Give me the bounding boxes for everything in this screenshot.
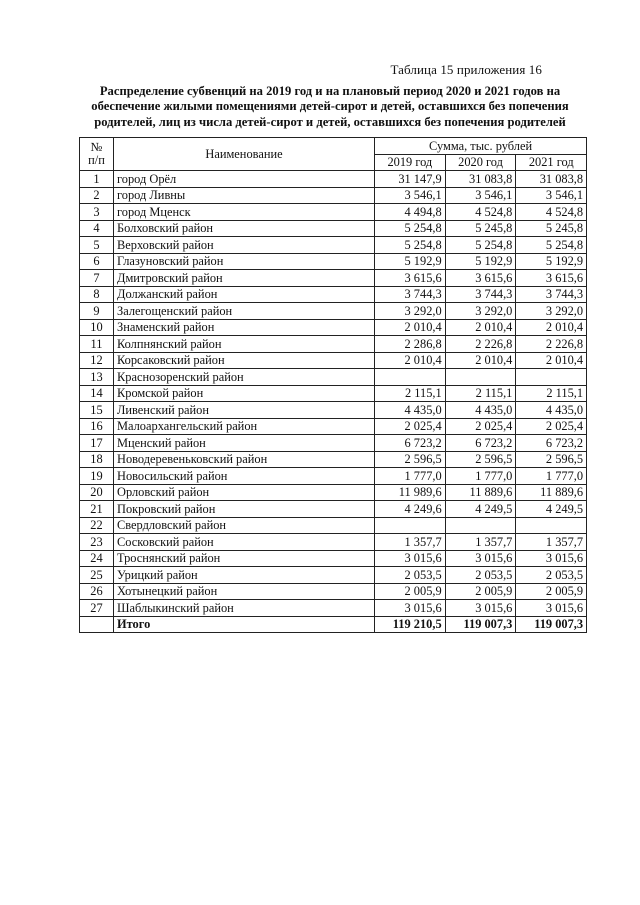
table-row bbox=[80, 237, 587, 254]
row-value-2019: 2 025,4 bbox=[375, 418, 446, 435]
row-value-2021: 3 546,1 bbox=[516, 187, 587, 204]
row-value-2020: 3 615,6 bbox=[445, 270, 516, 287]
row-value-2020: 2 596,5 bbox=[445, 451, 516, 468]
row-value-2019: 2 053,5 bbox=[375, 567, 446, 584]
row-value-2021: 3 015,6 bbox=[516, 600, 587, 617]
row-name: Ливенский район bbox=[114, 402, 375, 419]
table-row bbox=[80, 484, 587, 501]
table-row bbox=[80, 352, 587, 369]
row-value-2019: 2 596,5 bbox=[375, 451, 446, 468]
row-value-2020: 3 292,0 bbox=[445, 303, 516, 320]
total-number-cell bbox=[80, 616, 114, 633]
table-body bbox=[80, 171, 587, 633]
row-value-2020: 2 010,4 bbox=[445, 352, 516, 369]
row-value-2019: 5 192,9 bbox=[375, 253, 446, 270]
row-number: 25 bbox=[80, 567, 114, 584]
row-value-2020: 2 226,8 bbox=[445, 336, 516, 353]
row-number: 1 bbox=[80, 171, 114, 188]
row-value-2020: 2 053,5 bbox=[445, 567, 516, 584]
row-number: 3 bbox=[80, 204, 114, 221]
row-value-2020: 5 254,8 bbox=[445, 237, 516, 254]
table-row bbox=[80, 501, 587, 518]
table-row bbox=[80, 567, 587, 584]
header-year-2019: 2019 год bbox=[375, 154, 446, 171]
row-name: Колпнянский район bbox=[114, 336, 375, 353]
row-value-2020 bbox=[445, 369, 516, 386]
total-value-2020: 119 007,3 bbox=[445, 616, 516, 633]
table-row bbox=[80, 336, 587, 353]
row-number: 23 bbox=[80, 534, 114, 551]
header-number-symbol: № bbox=[90, 140, 103, 154]
header-name: Наименование bbox=[114, 138, 375, 171]
row-number: 16 bbox=[80, 418, 114, 435]
table-caption: Таблица 15 приложения 16 bbox=[390, 62, 542, 77]
row-name: Урицкий район bbox=[114, 567, 375, 584]
row-value-2019: 4 249,6 bbox=[375, 501, 446, 518]
total-value-2019: 119 210,5 bbox=[375, 616, 446, 633]
title-line: Распределение субвенций на 2019 год и на плановый период 2020 и 2021 годов на bbox=[99, 84, 561, 98]
row-value-2019: 2 005,9 bbox=[375, 583, 446, 600]
row-value-2021: 1 777,0 bbox=[516, 468, 587, 485]
row-number: 27 bbox=[80, 600, 114, 617]
row-value-2019: 3 546,1 bbox=[375, 187, 446, 204]
row-value-2020: 5 245,8 bbox=[445, 220, 516, 237]
row-name: Залегощенский район bbox=[114, 303, 375, 320]
row-value-2019 bbox=[375, 517, 446, 534]
row-number: 19 bbox=[80, 468, 114, 485]
row-value-2021: 5 245,8 bbox=[516, 220, 587, 237]
row-value-2019: 2 010,4 bbox=[375, 319, 446, 336]
table-row bbox=[80, 600, 587, 617]
row-value-2021: 3 292,0 bbox=[516, 303, 587, 320]
row-value-2020: 1 777,0 bbox=[445, 468, 516, 485]
table-row bbox=[80, 451, 587, 468]
row-value-2021: 2 053,5 bbox=[516, 567, 587, 584]
row-value-2020: 4 435,0 bbox=[445, 402, 516, 419]
row-value-2021: 2 596,5 bbox=[516, 451, 587, 468]
row-value-2020: 2 115,1 bbox=[445, 385, 516, 402]
row-value-2019: 2 286,8 bbox=[375, 336, 446, 353]
row-name: Покровский район bbox=[114, 501, 375, 518]
table-row bbox=[80, 253, 587, 270]
row-number: 24 bbox=[80, 550, 114, 567]
row-value-2021: 4 249,5 bbox=[516, 501, 587, 518]
row-value-2020: 1 357,7 bbox=[445, 534, 516, 551]
row-value-2019: 5 254,8 bbox=[375, 220, 446, 237]
table-row bbox=[80, 220, 587, 237]
row-value-2021: 11 889,6 bbox=[516, 484, 587, 501]
table-row bbox=[80, 303, 587, 320]
row-number: 20 bbox=[80, 484, 114, 501]
row-name: Шаблыкинский район bbox=[114, 600, 375, 617]
row-value-2019: 4 494,8 bbox=[375, 204, 446, 221]
row-value-2021 bbox=[516, 517, 587, 534]
row-number: 26 bbox=[80, 583, 114, 600]
row-number: 14 bbox=[80, 385, 114, 402]
row-value-2021: 5 254,8 bbox=[516, 237, 587, 254]
row-name: Болховский район bbox=[114, 220, 375, 237]
row-name: Дмитровский район bbox=[114, 270, 375, 287]
table-row bbox=[80, 204, 587, 221]
table-row bbox=[80, 171, 587, 188]
row-name: Сосковский район bbox=[114, 534, 375, 551]
row-value-2019: 3 615,6 bbox=[375, 270, 446, 287]
row-value-2021: 2 025,4 bbox=[516, 418, 587, 435]
row-number: 15 bbox=[80, 402, 114, 419]
row-number: 18 bbox=[80, 451, 114, 468]
row-number: 7 bbox=[80, 270, 114, 287]
row-value-2019: 3 015,6 bbox=[375, 550, 446, 567]
row-value-2019: 31 147,9 bbox=[375, 171, 446, 188]
row-number: 11 bbox=[80, 336, 114, 353]
row-value-2020 bbox=[445, 517, 516, 534]
row-value-2020: 4 249,5 bbox=[445, 501, 516, 518]
row-number: 13 bbox=[80, 369, 114, 386]
row-value-2020: 3 015,6 bbox=[445, 600, 516, 617]
row-value-2019: 1 357,7 bbox=[375, 534, 446, 551]
row-value-2019: 3 015,6 bbox=[375, 600, 446, 617]
row-value-2020: 3 744,3 bbox=[445, 286, 516, 303]
row-name: Кромской район bbox=[114, 385, 375, 402]
header-number bbox=[80, 138, 114, 171]
row-name: Хотынецкий район bbox=[114, 583, 375, 600]
row-value-2020: 3 546,1 bbox=[445, 187, 516, 204]
row-name: Знаменский район bbox=[114, 319, 375, 336]
table-row bbox=[80, 468, 587, 485]
row-value-2020: 11 889,6 bbox=[445, 484, 516, 501]
table-row bbox=[80, 402, 587, 419]
table-row bbox=[80, 418, 587, 435]
row-name: город Ливны bbox=[114, 187, 375, 204]
row-value-2021: 6 723,2 bbox=[516, 435, 587, 452]
header-year-2020: 2020 год bbox=[445, 154, 516, 171]
row-number: 12 bbox=[80, 352, 114, 369]
row-name: Должанский район bbox=[114, 286, 375, 303]
row-number: 10 bbox=[80, 319, 114, 336]
row-number: 9 bbox=[80, 303, 114, 320]
row-value-2021: 4 524,8 bbox=[516, 204, 587, 221]
row-value-2019: 3 292,0 bbox=[375, 303, 446, 320]
row-number: 21 bbox=[80, 501, 114, 518]
row-value-2019: 1 777,0 bbox=[375, 468, 446, 485]
row-value-2020: 2 025,4 bbox=[445, 418, 516, 435]
row-number: 8 bbox=[80, 286, 114, 303]
title-line: обеспечение жилыми помещениями детей-сирот и детей, оставшихся без попечения bbox=[91, 99, 569, 114]
title-line: родителей, лиц из числа детей-сирот и детей, оставшихся без попечения родителей bbox=[94, 114, 566, 129]
row-value-2021: 3 615,6 bbox=[516, 270, 587, 287]
row-name: Орловский район bbox=[114, 484, 375, 501]
table-row bbox=[80, 534, 587, 551]
row-value-2019 bbox=[375, 369, 446, 386]
row-value-2020: 31 083,8 bbox=[445, 171, 516, 188]
row-value-2019: 2 115,1 bbox=[375, 385, 446, 402]
row-name: Корсаковский район bbox=[114, 352, 375, 369]
row-value-2021: 31 083,8 bbox=[516, 171, 587, 188]
document-title bbox=[60, 84, 600, 130]
row-value-2020: 4 524,8 bbox=[445, 204, 516, 221]
row-value-2021: 2 226,8 bbox=[516, 336, 587, 353]
row-number: 2 bbox=[80, 187, 114, 204]
row-value-2021: 2 010,4 bbox=[516, 352, 587, 369]
table-row bbox=[80, 187, 587, 204]
row-value-2021: 1 357,7 bbox=[516, 534, 587, 551]
row-value-2021 bbox=[516, 369, 587, 386]
row-value-2019: 6 723,2 bbox=[375, 435, 446, 452]
row-value-2021: 5 192,9 bbox=[516, 253, 587, 270]
total-value-2021: 119 007,3 bbox=[516, 616, 587, 633]
row-value-2020: 5 192,9 bbox=[445, 253, 516, 270]
row-value-2019: 4 435,0 bbox=[375, 402, 446, 419]
row-name: Глазуновский район bbox=[114, 253, 375, 270]
row-value-2019: 3 744,3 bbox=[375, 286, 446, 303]
row-value-2021: 3 015,6 bbox=[516, 550, 587, 567]
row-value-2021: 2 010,4 bbox=[516, 319, 587, 336]
row-value-2020: 2 005,9 bbox=[445, 583, 516, 600]
header-year-2021: 2021 год bbox=[516, 154, 587, 171]
row-name: город Мценск bbox=[114, 204, 375, 221]
table-row bbox=[80, 435, 587, 452]
row-value-2020: 3 015,6 bbox=[445, 550, 516, 567]
row-name: Новосильский район bbox=[114, 468, 375, 485]
header-sum: Сумма, тыс. рублей bbox=[375, 138, 587, 155]
row-number: 5 bbox=[80, 237, 114, 254]
row-number: 6 bbox=[80, 253, 114, 270]
table-row bbox=[80, 517, 587, 534]
row-value-2021: 2 005,9 bbox=[516, 583, 587, 600]
table-row bbox=[80, 369, 587, 386]
table-row bbox=[80, 550, 587, 567]
row-value-2019: 2 010,4 bbox=[375, 352, 446, 369]
subvention-table bbox=[79, 137, 587, 633]
row-value-2021: 2 115,1 bbox=[516, 385, 587, 402]
row-value-2019: 5 254,8 bbox=[375, 237, 446, 254]
table-row bbox=[80, 286, 587, 303]
row-name: Малоархангельский район bbox=[114, 418, 375, 435]
row-value-2021: 3 744,3 bbox=[516, 286, 587, 303]
row-name: Новодеревеньковский район bbox=[114, 451, 375, 468]
total-row bbox=[80, 616, 587, 633]
row-name: Краснозоренский район bbox=[114, 369, 375, 386]
row-value-2021: 4 435,0 bbox=[516, 402, 587, 419]
header-number-abbr: п/п bbox=[88, 153, 105, 167]
total-label: Итого bbox=[114, 616, 375, 633]
row-name: Свердловский район bbox=[114, 517, 375, 534]
table-row bbox=[80, 583, 587, 600]
row-value-2020: 6 723,2 bbox=[445, 435, 516, 452]
row-number: 4 bbox=[80, 220, 114, 237]
table-row bbox=[80, 319, 587, 336]
row-name: Верховский район bbox=[114, 237, 375, 254]
row-number: 22 bbox=[80, 517, 114, 534]
row-value-2019: 11 989,6 bbox=[375, 484, 446, 501]
row-number: 17 bbox=[80, 435, 114, 452]
table-row bbox=[80, 385, 587, 402]
table-row bbox=[80, 270, 587, 287]
row-value-2020: 2 010,4 bbox=[445, 319, 516, 336]
row-name: Троснянский район bbox=[114, 550, 375, 567]
row-name: Мценский район bbox=[114, 435, 375, 452]
row-name: город Орёл bbox=[114, 171, 375, 188]
